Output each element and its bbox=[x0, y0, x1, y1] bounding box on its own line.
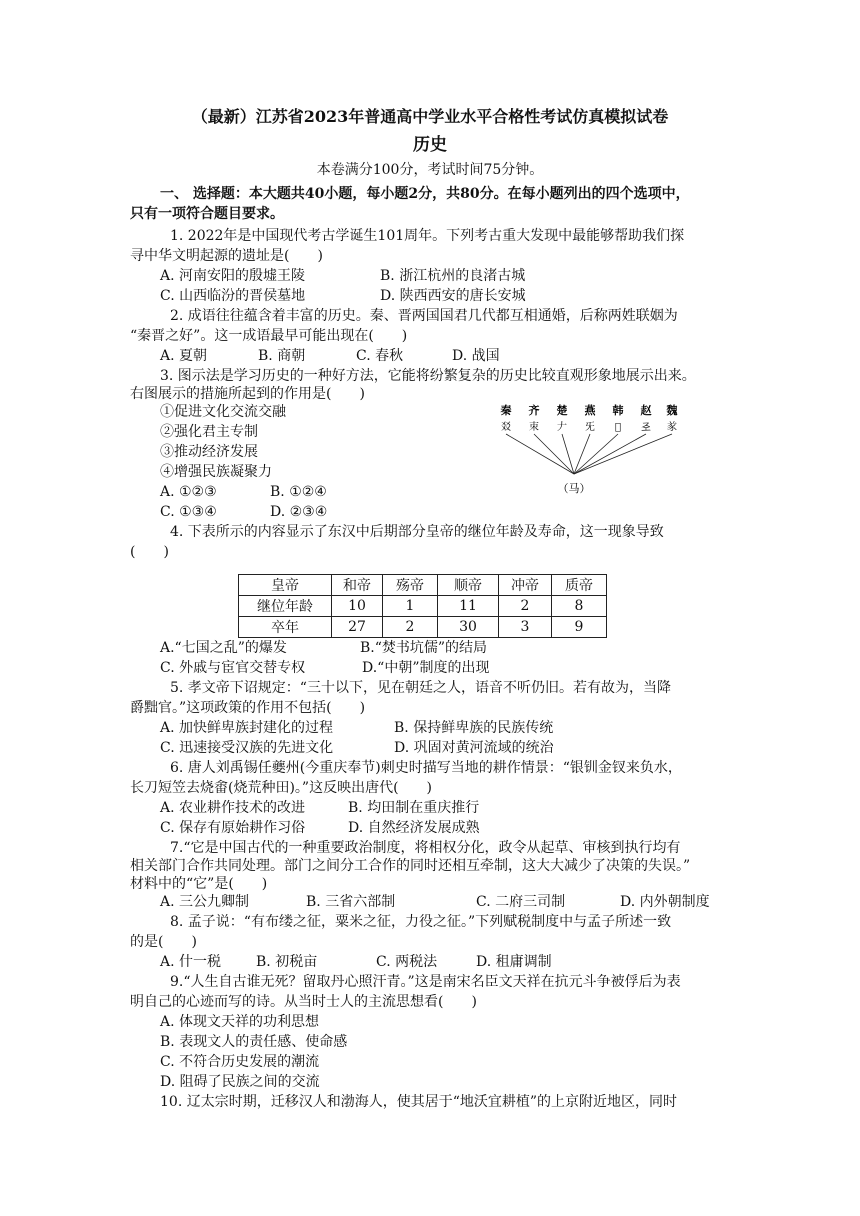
glyph-han: 𠇑 bbox=[614, 422, 622, 433]
q6-option-c: C. 保存有原始耕作习俗 bbox=[160, 820, 306, 836]
q5-stem: 5. 孝文帝下诏规定：“三十以下，见在朝廷之人，语音不听仍旧。若有故为，当降 bbox=[170, 680, 671, 696]
q6-option-b: B. 均田制在重庆推行 bbox=[348, 800, 480, 816]
q3-item-2: ②强化君主专制 bbox=[160, 424, 258, 440]
q4-option-d: D.“中朝”制度的出现 bbox=[362, 660, 490, 676]
q7-option-b: B. 三省六部制 bbox=[306, 894, 396, 910]
q4-option-c: C. 外戚与宦官交替专权 bbox=[160, 660, 306, 676]
state-labels bbox=[500, 403, 678, 417]
q2-option-b: B. 商朝 bbox=[258, 348, 306, 364]
q5-option-c: C. 迅速接受汉族的先进文化 bbox=[160, 740, 334, 756]
converging-lines bbox=[506, 434, 672, 474]
q2-stem: 2. 成语往往蕴含着丰富的历史。秦、晋两国国君几代都互相通婚，后称两姓联姻为 bbox=[170, 308, 678, 324]
state-qin: 秦 bbox=[500, 404, 512, 417]
table-cell: 9 bbox=[552, 617, 607, 638]
q5-option-d: D. 巩固对黄河流域的统治 bbox=[394, 740, 554, 756]
q5-option-a: A. 加快鲜卑族封建化的过程 bbox=[160, 720, 334, 736]
q3-stem-cont: 右图展示的措施所起到的作用是( ) bbox=[130, 386, 365, 402]
table-header-row bbox=[239, 575, 607, 596]
table-header-cell: 质帝 bbox=[552, 575, 607, 596]
q8-option-d: D. 租庸调制 bbox=[476, 954, 552, 970]
q3-option-a: A. ①②③ bbox=[160, 484, 217, 500]
section-heading-cont: 只有一项符合题目要求。 bbox=[130, 206, 284, 222]
q3-item-3: ③推动经济发展 bbox=[160, 444, 258, 460]
q9-option-a: A. 体现文天祥的功利思想 bbox=[160, 1014, 320, 1030]
table-row bbox=[239, 596, 607, 617]
q3-stem: 3. 图示法是学习历史的一种好方法，它能将纷繁复杂的历史比较直观形象地展示出来。 bbox=[160, 368, 696, 384]
q4-stem-cont: ( ) bbox=[130, 544, 169, 560]
q4-stem: 4. 下表所示的内容显示了东汉中后期部分皇帝的继位年龄及寿命，这一现象导致 bbox=[170, 524, 664, 540]
q9-option-d: D. 阻碍了民族之间的交流 bbox=[160, 1074, 320, 1090]
table-cell: 10 bbox=[332, 596, 383, 617]
state-han: 韩 bbox=[612, 404, 624, 417]
q3-option-b: B. ①②④ bbox=[270, 484, 327, 500]
q3-item-4: ④增强民族凝聚力 bbox=[160, 464, 272, 480]
table-header-cell: 皇帝 bbox=[239, 575, 332, 596]
q8-option-b: B. 初税亩 bbox=[256, 954, 318, 970]
q3-option-c: C. ①③④ bbox=[160, 504, 217, 520]
emperor-table bbox=[238, 574, 607, 638]
state-wei: 魏 bbox=[666, 404, 678, 417]
q4-option-b: B.“焚书坑儒”的结局 bbox=[360, 640, 488, 656]
glyph-chu: 𠂇 bbox=[557, 422, 567, 433]
table-header-cell: 殇帝 bbox=[383, 575, 438, 596]
ancient-glyphs bbox=[501, 420, 677, 433]
q1-stem-cont: 寻中华文明起源的遗址是( ) bbox=[130, 248, 323, 264]
q8-stem-cont: 的是( ) bbox=[130, 934, 197, 950]
table-header-cell: 顺帝 bbox=[438, 575, 499, 596]
glyph-qin: 㸚 bbox=[501, 422, 511, 433]
glyph-wei: 㒸 bbox=[667, 422, 677, 433]
glyph-qi: 朿 bbox=[529, 422, 539, 433]
q1-option-c: C. 山西临汾的晋侯墓地 bbox=[160, 288, 306, 304]
section-heading: 一、 选择题：本大题共40小题，每小题2分，共80分。在每小题列出的四个选项中， bbox=[160, 186, 690, 202]
glyph-yan: 旡 bbox=[585, 422, 595, 433]
q8-option-c: C. 两税法 bbox=[376, 954, 438, 970]
q9-option-b: B. 表现文人的责任感、使命感 bbox=[160, 1034, 348, 1050]
q7-stem-cont2: 材料中的“它”是( ) bbox=[130, 876, 268, 892]
q10-stem: 10. 辽太宗时期，迁移汉人和渤海人，使其居于“地沃宜耕植”的上京附近地区，同时 bbox=[160, 1094, 678, 1110]
q9-stem-cont: 明自己的心迹而写的诗。从当时士人的主流思想看( ) bbox=[130, 994, 477, 1010]
table-cell: 11 bbox=[438, 596, 499, 617]
table-cell: 卒年 bbox=[239, 617, 332, 638]
q4-option-a: A.“七国之乱”的爆发 bbox=[160, 640, 287, 656]
q7-stem-cont: 相关部门合作共同处理。部门之间分工合作的同时还相互牵制，这大大减少了决策的失误。” bbox=[130, 858, 691, 874]
state-yan: 燕 bbox=[584, 404, 596, 417]
q3-option-d: D. ②③④ bbox=[270, 504, 328, 520]
q5-option-b: B. 保持鲜卑族的民族传统 bbox=[394, 720, 554, 736]
q9-option-c: C. 不符合历史发展的潮流 bbox=[160, 1054, 320, 1070]
table-row bbox=[239, 617, 607, 638]
center-label-horse: （马） bbox=[557, 482, 591, 495]
q7-option-c: C. 二府三司制 bbox=[476, 894, 566, 910]
q7-option-a: A. 三公九卿制 bbox=[160, 894, 250, 910]
state-zhao: 赵 bbox=[640, 404, 652, 417]
q1-option-b: B. 浙江杭州的良渚古城 bbox=[380, 268, 526, 284]
q2-option-c: C. 春秋 bbox=[356, 348, 404, 364]
q8-option-a: A. 什一税 bbox=[160, 954, 222, 970]
q1-option-a: A. 河南安阳的殷墟王陵 bbox=[160, 268, 306, 284]
state-qi: 齐 bbox=[528, 404, 540, 417]
table-cell: 8 bbox=[552, 596, 607, 617]
state-chu: 楚 bbox=[556, 404, 568, 417]
table-cell: 继位年龄 bbox=[239, 596, 332, 617]
table-cell: 27 bbox=[332, 617, 383, 638]
q2-option-d: D. 战国 bbox=[452, 348, 500, 364]
q7-option-d: D. 内外朝制度 bbox=[620, 894, 710, 910]
q8-stem: 8. 孟子说：“有布缕之征，粟米之征，力役之征。”下列赋税制度中与孟子所述一致 bbox=[170, 914, 672, 930]
q2-stem-cont: “秦晋之好”。这一成语最早可能出现在( ) bbox=[130, 328, 408, 344]
q1-stem: 1. 2022年是中国现代考古学诞生101周年。下列考古重大发现中最能够帮助我们探 bbox=[170, 228, 685, 244]
q1-option-d: D. 陕西西安的唐长安城 bbox=[380, 288, 526, 304]
q6-stem-cont: 长刀短笠去烧畬(烧荒种田)。”这反映出唐代( ) bbox=[130, 780, 433, 796]
table-header-cell: 冲帝 bbox=[499, 575, 552, 596]
q5-stem-cont: 爵黜官。”这项政策的作用不包括( ) bbox=[130, 700, 366, 716]
table-cell: 30 bbox=[438, 617, 499, 638]
score-note: 本卷满分100分，考试时间75分钟。 bbox=[316, 162, 544, 178]
table-cell: 1 bbox=[383, 596, 438, 617]
q6-option-a: A. 农业耕作技术的改进 bbox=[160, 800, 306, 816]
table-cell: 3 bbox=[499, 617, 552, 638]
table-cell: 2 bbox=[499, 596, 552, 617]
glyph-zhao: 𢀖 bbox=[641, 422, 651, 433]
q9-stem: 9.“人生自古谁无死？留取丹心照汗青。”这是南宋名臣文天祥在抗元斗争被俘后为表 bbox=[170, 974, 681, 990]
horse-character-figure bbox=[494, 402, 684, 496]
q6-stem: 6. 唐人刘禹锡任夔州(今重庆奉节)刺史时描写当地的耕作情景：“银钏金钗来负水， bbox=[170, 760, 682, 776]
q6-option-d: D. 自然经济发展成熟 bbox=[348, 820, 480, 836]
subject-title: 历史 bbox=[413, 135, 447, 155]
exam-title: （最新）江苏省2023年普通高中学业水平合格性考试仿真模拟试卷 bbox=[191, 107, 669, 126]
q7-stem: 7.“它是中国古代的一种重要政治制度，将相权分化，政令从起草、审核到执行均有 bbox=[170, 840, 681, 856]
q3-item-1: ①促进文化交流交融 bbox=[160, 404, 286, 420]
table-header-cell: 和帝 bbox=[332, 575, 383, 596]
q2-option-a: A. 夏朝 bbox=[160, 348, 208, 364]
table-cell: 2 bbox=[383, 617, 438, 638]
